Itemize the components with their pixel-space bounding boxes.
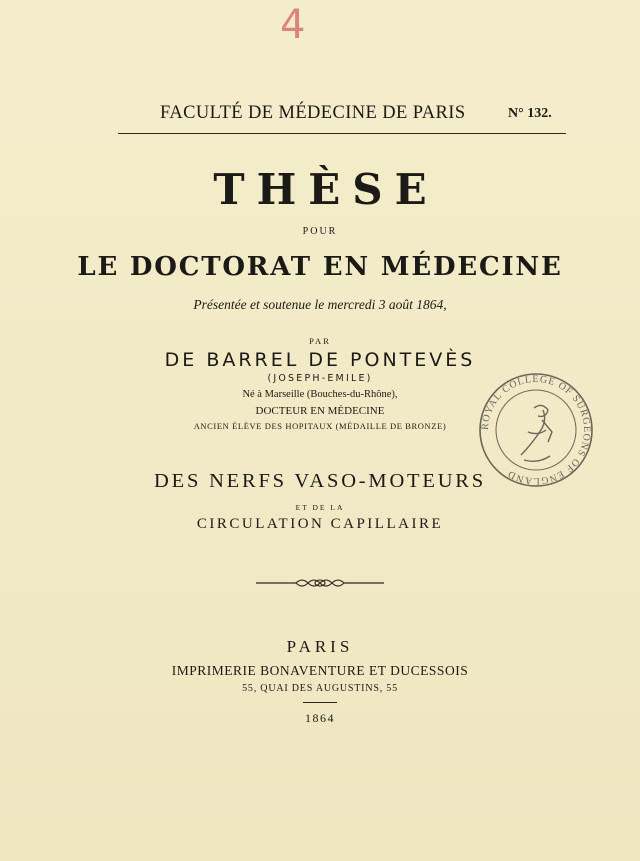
author-given-names: (JOSEPH-EMILE) [267, 373, 373, 384]
pour-label: POUR [302, 226, 338, 237]
stamp-text: ROYAL COLLEGE OF SURGEONS OF ENGLAND [479, 373, 593, 487]
thesis-title: THÈSE [213, 165, 439, 214]
imprint-city: PARIS [286, 637, 354, 656]
author-former-position: ANCIEN ÉLÈVE DES HOPITAUX (MÉDAILLE DE BRONZE) [193, 421, 447, 431]
subject-line-1: DES NERFS VASO-MOTEURS [154, 470, 486, 492]
presentation-line: Présentée et soutenue le mercredi 3 août 1864, [193, 297, 447, 312]
thesis-number: N° 132. [508, 106, 552, 121]
author-name: DE BARREL DE PONTEVÈS [164, 349, 476, 371]
header-rule [118, 133, 566, 134]
doctorate-heading: LE DOCTORAT EN MÉDECINE [77, 252, 563, 282]
library-stamp [476, 370, 596, 490]
author-degree: DOCTEUR EN MÉDECINE [255, 405, 385, 417]
author-birthplace: Né à Marseille (Bouches-du-Rhône), [242, 389, 398, 400]
par-label: PAR [309, 336, 331, 346]
printer-name: IMPRIMERIE BONAVENTURE ET DUCESSOIS [171, 663, 469, 678]
stamp-emblem-icon [521, 405, 552, 461]
subject-connector: ET DE LA [295, 503, 345, 512]
subject-line-2: CIRCULATION CAPILLAIRE [196, 516, 444, 532]
printer-address: 55, QUAI DES AUGUSTINS, 55 [242, 683, 398, 694]
faculty-heading: FACULTÉ DE MÉDECINE DE PARIS [160, 103, 466, 123]
publication-year: 1864 [305, 711, 335, 725]
pencil-annotation: 4 [280, 2, 306, 48]
imprint-rule [303, 702, 337, 703]
ornament-divider [256, 574, 384, 592]
